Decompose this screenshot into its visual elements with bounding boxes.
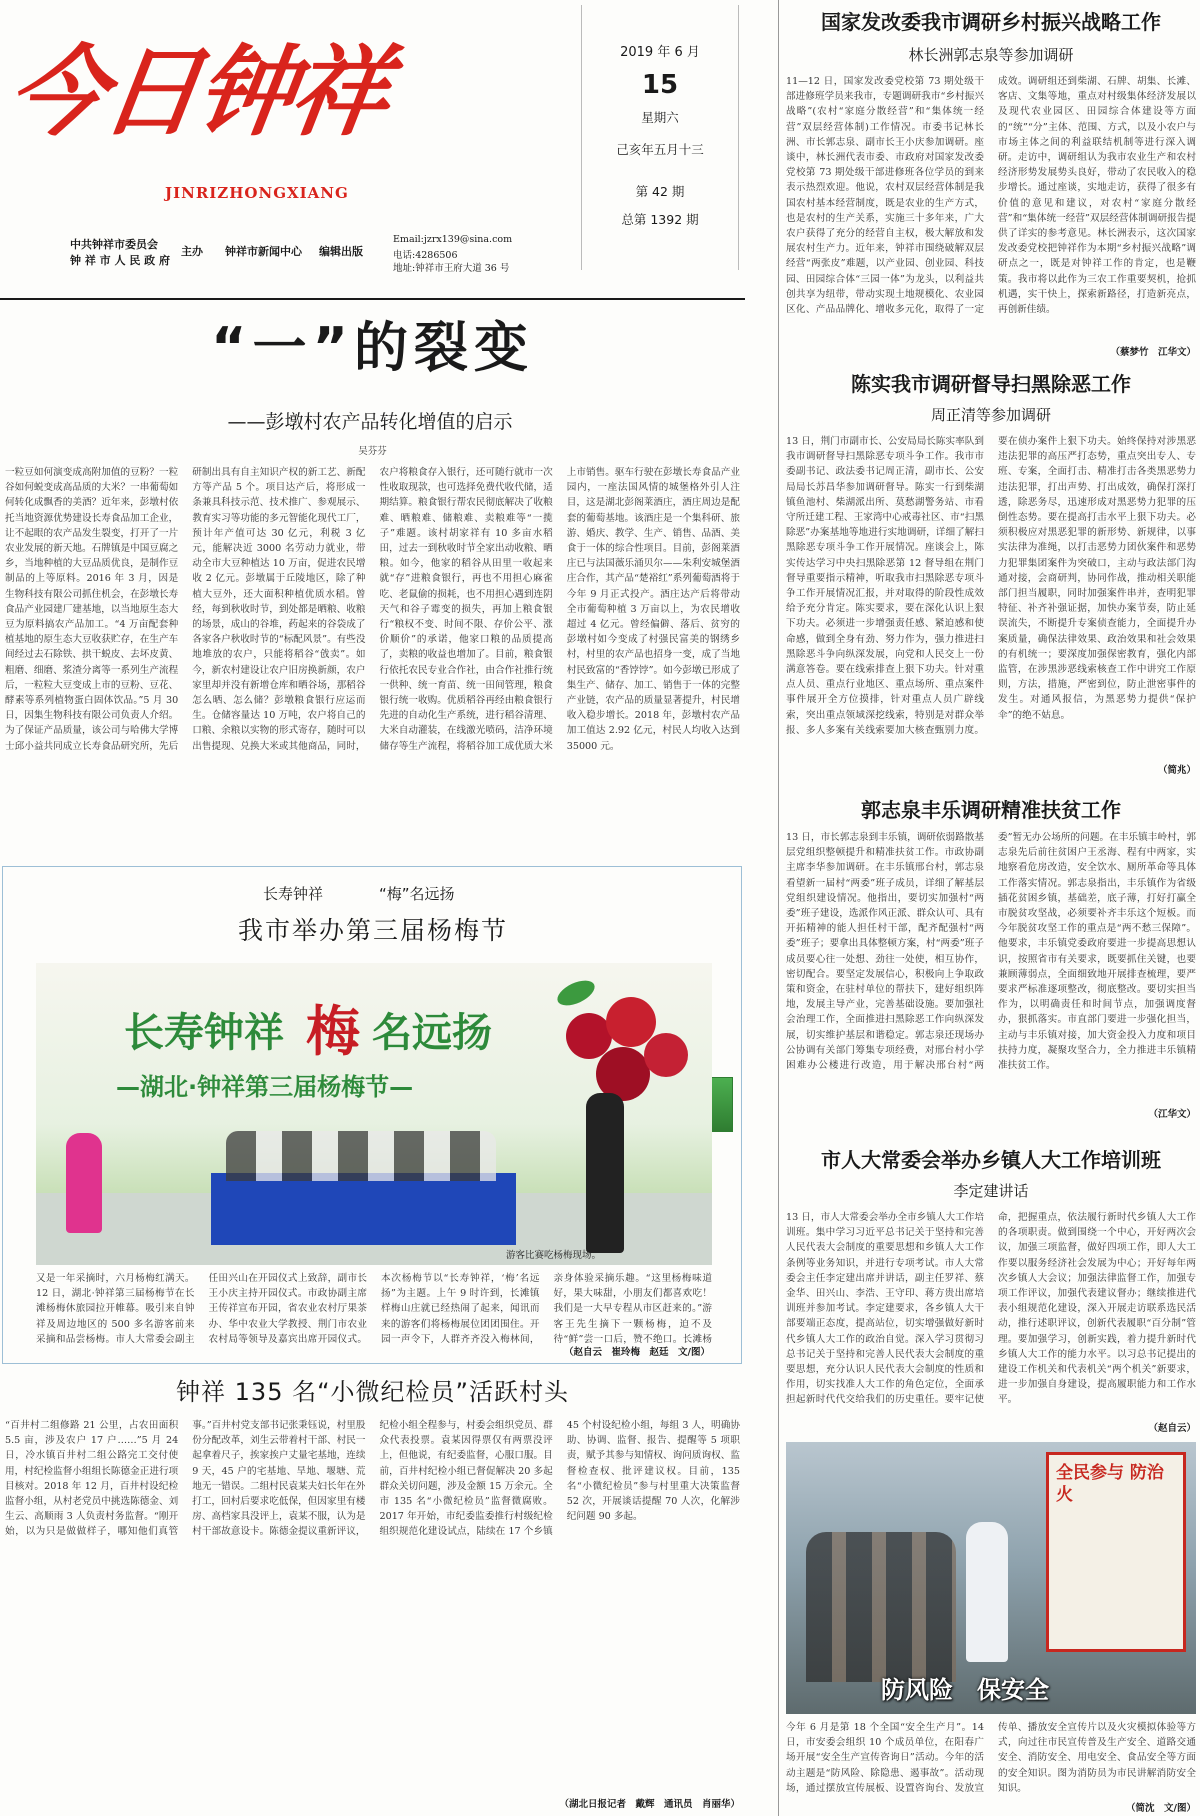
masthead-rule — [0, 298, 745, 300]
poverty-credit: （江华文） — [1148, 1109, 1196, 1120]
training-body: 13 日，市人大常委会举办全市乡镇人大工作培训班。集中学习习近平总书记关于坚持和完善人民代表大会制度的重要思想和乡镇人大工作条例等业务知识，并进行专项考试。市人大常委会主任李定建出席并讲话，副主任罗祥、蔡金华、田兴山、李浩、王守印、蒋方贵出席培训班并参加考试。李定建要求，各乡镇人大干部要端正态度，提高站位，切实增强做好新时代乡镇人大工作的政治自觉。深入学习贯彻习总书记关于坚持和完善人民代表大会制度的重要思想，充分认识人民代表大会制度的性质和作用，切实找准人大工作的角色定位，全面承担起新时代代交给我们的历史重任。要牢记使命，把握重点，依法履行新时代乡镇人大工作的各项职责。做到围绕一个中心，开好两次会议，加强三项监督，做好四项工作，即人大工作要以服务经济社会发展为中心；开好每年两次乡镇人大会议；加强法律监督工作，加强专项工作评议，加强代表建议督办；继续推进代表小组规范化建设，深入开展走访联系选民活动，推行述职评议，创新代表履职“百分制”管理。要加强学习，创新实践，着力提升新时代乡镇人大工作的能力水平。以习总书记提出的建设工作机关和代表机关“两个机关”新要求，进一步加强自身建设，提高履职能力和工作水平。 — [786, 1212, 1196, 1406]
backdrop-headline-1: 长寿钟祥 — [124, 1010, 284, 1056]
gangs-article — [782, 366, 1200, 780]
discipline-credit: （湖北日报记者 戴辉 通讯员 肖丽华） — [559, 1799, 740, 1810]
date-box — [581, 5, 739, 270]
date-lunar: 己亥年五月十三 — [616, 142, 704, 157]
safety-body: 今年 6 月是第 18 个全国“安全生产月”。14 日，市安委会组织 10 个成员单位，在阳春广场开展“安全生产宣传咨询日”活动。今年的活动主题是“防风险、除隐患、遏事故”。活动现场，通过摆放宣传展板、设置咨询台、发放宣传单、播放安全宣传片以及火灾模拟体验等方式，向过往市民宣传普及生产安全、道路交通安全、消防安全、用电安全、食品安全等方面的安全知识。图为消防员为市民讲解消防安全知识。 — [786, 1722, 1196, 1794]
masthead-pinyin: JINRIZHONGXIANG — [165, 184, 349, 202]
sponsor-role: 主办 — [181, 245, 203, 258]
ndrc-title: 国家发改委我市调研乡村振兴战略工作 — [821, 10, 1161, 34]
bayberry-cluster-icon — [556, 983, 696, 1133]
safety-article — [782, 1442, 1200, 1816]
poverty-article — [782, 790, 1200, 1140]
date-year-month: 2019 年 6 月 — [620, 45, 700, 60]
issue-number: 第 42 期 — [635, 184, 685, 199]
date-day: 15 — [641, 70, 679, 100]
discipline-article — [0, 1372, 745, 1816]
fire-safety-sign-text: 全民参与 防治火 — [1056, 1463, 1164, 1505]
editor-name: 钟祥市新闻中心 — [225, 245, 302, 258]
gangs-body: 13 日，荆门市副市长、公安局局长陈实率队到我市调研督导扫黑除恶专项斗争工作。我市市委副书记、政法委书记周正清，副市长、公安局局长苏昌华参加调研督导。陈实一行到柴湖镇鱼池村、柴湖派出所、莫愁湖警务站、市看守所迁建工程、王家湾中心戒毒社区、市“扫黑除恶”办案基地等地进行实地调研，详细了解扫黑除恶专项斗争工作开展情况。座谈会上，陈实传达学习中央扫黑除恶第 12 督导组在荆门督导重要指示精神，听取我市扫黑除恶专项斗争工作开展情况汇报，并对取得的阶段性成效给予充分肯定。陈实要求，要在深化认识上狠下功夫。必须进一步增强责任感、紧迫感和使命感，做到全身有劲、努力作为，强力推进扫黑除恶斗争向纵深发展，向党和人民交上一份满意答卷。要在线索排查上狠下功夫。针对重点人员、重点行业地区、重点场所、重点案件事件展开全方位摸排，针对重点人员广辟线索，突出重点领域深挖线索，特别是对群众举报、多人多案有关线索要加大核查甄别力度。要在侦办案件上狠下功夫。始终保持对涉黑恶违法犯罪的高压严打态势，重点突出专人、专班、专案，全面打击、精准打击各类黑恶势力违法犯罪，打出声势、打出成效，确保打深打透，除恶务尽，迅速形成对黑恶势力犯罪的压倒性态势。要在提高打击水平上狠下功夫。必须积极应对黑恶犯罪的新形势、新规律，以事实法律为准绳，以打击恶势力团伙案件和恶势力犯罪集团案件为突破口，主动与政法部门沟通对接，会商研判，协同作战，推动相关职能部门担当履职，同时加强案件串并，查明犯罪特征、补齐补强证据，加快办案节奏，防止延误流失，不断提升专案侦查能力，全面提升办案质量，确保法律效果、政治效果和社会效果的有机统一；要深度加强保密教育，强化内部监管，在涉黑涉恶线索核查工作中讲究工作原则，方法，措施，严密到位，防止泄密事件的发生。对通风报信，为黑恶势力提供“保护伞”的绝不姑息。 — [786, 436, 1196, 736]
sponsor-line-2: 钟 祥 市 人 民 政 府 — [70, 254, 170, 267]
bayberry-kicker-left: 长寿钟祥 — [263, 885, 324, 903]
training-title: 市人大常委会举办乡镇人大工作培训班 — [821, 1148, 1161, 1172]
training-credit: （赵自云） — [1148, 1423, 1196, 1434]
poverty-body: 13 日，市长郭志泉到丰乐镇，调研依弱路散基层党组织整顿提升和精准扶贫工作。市政协副主席李华参加调研。在丰乐镇邢台村，郭志泉看望新一届村“两委”班子成员，详细了解基层党组织建设情况。他指出，要切实加强村“两委”班子建设，选派作风正派、群众认可、具有开拓精神的能人担任村干部，配齐配强村“两委”班子；要拿出具体整顿方案，村“两委”班子成员要心往一处想、劲往一处使，相互协作，密切配合。要坚定发展信心，积极向上争取政策和资金，在驻村单位的帮扶下，建好组织阵地，发展主导产业，完善基础设施。要加强社会治理工作，全面推进扫黑除恶工作向纵深发展，切实维护基层和谐稳定。郭志泉还现场办公协调有关部门筹集专项经费，对邢台村小学困难办公楼进行改造，用于解决邢台村“两委”暂无办公场所的问题。在丰乐镇丰岭村，郭志泉先后前往贫困户王丞海、程有中两家，实地察看危房改造，安全饮水、厕所革命等具体工作落实情况。郭志泉指出，丰乐镇作为省级插花贫困乡镇，基础差，底子薄，打好打赢全市脱贫攻坚战，必须要补齐丰乐这个短板。而今年脱贫攻坚工作的重点是“两不愁三保障”。他要求，丰乐镇党委政府要进一步提高思想认识，按照省市有关要求，既要抓住关键，也要兼顾薄弱点，全面细致地开展排查梳理，要严要求严标准逐项整改，彻底整改。要切实担当作为，以明确责任和时间节点，加强调度督办，狠抓落实。市直部门要进一步强化担当，主动与丰乐镇对接，加大资金投入力度和项目扶持力度，凝聚攻坚合力，全力推进丰乐镇精准扶贫工作。 — [786, 832, 1196, 1072]
gangs-credit: （简兆） — [1157, 765, 1196, 776]
stage-table — [211, 1173, 516, 1245]
ndrc-article — [782, 0, 1200, 362]
editor-role: 编辑出版 — [319, 245, 363, 258]
backdrop-headline-mei: 梅 — [306, 999, 360, 1063]
training-subtitle: 李定建讲话 — [953, 1182, 1029, 1200]
bayberry-text-block: 又是一年采摘时，六月杨梅红满天。12 日，湖北·钟祥第三届杨梅节在长滩杨梅休旅园拉开帷幕。吸引来自钟祥及周边地区的 500 多名游客前来采摘和品尝杨梅。市人大常委会副主任田兴山在开园仪式上致辞，副市长王小庆主持开园仪式。市政协副主席王传祥宣布开园，省农业农村厅果茶办、华中农业大学教授、荆门市农业农村局等领导及嘉宾出席开园仪式。本次杨梅节以“长寿钟祥，‘梅’名远扬”为主题。上午 9 时许到，长滩镇样梅山庄就已经热闹了起来，闻讯而来的游客们将杨梅展位团团围住。开园一声令下，人群齐齐没入梅林间，亲身体验采摘乐趣。“这里杨梅味道好，果大味甜，小朋友们都喜欢吃！我们是一大早专程从市区赶来的。”游客王先生摘下一颗杨梅，迫不及待“鲜”尝一口后，赞不绝口。长滩杨 — [36, 1273, 712, 1345]
total-issue-number: 总第 1392 期 — [621, 212, 699, 227]
right-column-divider — [778, 0, 779, 1816]
contact-phone: 电话:4286506 — [393, 250, 458, 261]
safety-photo — [786, 1442, 1196, 1714]
backdrop-headline-2: —湖北·钟祥第三届杨梅节— — [116, 1073, 414, 1101]
discipline-body: “百井村二组修路 21 公里，占农田面积 5.5 亩，涉及农户 17 户……”5 月 24 日，冷水镇百井村二组公路完工交付使用，村纪检监督小组组长陈德金正进行项目核对。2018 年 12 月，百井村设纪检监督小组，从村老党员中挑选陈德金、刘生云、高顺雨 3 人负责村务监督。“刚开始，以为只是做做样子，哪知他们真管事。”百井村党支部书记张秉钰说，村里股份分配改革，刘生云带着村干部、村民一起拿着尺子，挨家挨户丈量宅基地，连续 9 天，45 户的宅基地、旱地、堰塘、荒地无一错误。二组村民袁某夫妇长年在外打工，回村后要求吃低保，但因家里有楼房、高档家具没评上，袁某不服，认为是村干部故意设卡。陈德金提议重新评议，纪检小组全程参与，村委会组织党员、群众代表投票。袁某因得票仅有两票没评上，但他说，有纪委监督，心服口服。目前，百井村纪检小组已督促解决 20 多起群众关切问题，涉及金额 15 万余元。全市 135 名“小微纪检员”监督微腐败。2017 年开始，市纪委监委推行村级纪检组织规范化建设试点，陆续在 17 个乡镇 45 个村设纪检小组，每组 3 人，明确协助、协调、监督、报告、提醒等 5 项职责，赋予其参与知情权、询问质询权、监督检查权、批评建议权。目前，135 名“小微纪检员”参与村里重大决策监督 52 次，开展谈话提醒 70 人次，化解涉纪问题 90 多起。 — [5, 1420, 740, 1538]
bayberry-article — [2, 866, 742, 1364]
poverty-title: 郭志泉丰乐调研精准扶贫工作 — [861, 798, 1121, 822]
ndrc-subtitle: 林长洲郭志泉等参加调研 — [908, 46, 1074, 64]
masthead — [0, 0, 704, 274]
backdrop-headline-1-end: 名远扬 — [372, 1010, 492, 1056]
sponsor-line-1: 中共钟祥市委员会 — [70, 238, 158, 251]
ndrc-body: 11—12 日，国家发改委党校第 73 期处级干部进修班学员来我市，专题调研我市“乡村振兴战略”(农村“家庭分散经营”和“集体统一经营”双层经营体制)工作情况。市委书记林长洲、市长郭志泉、副市长王小庆参加调研。座谈中，林长洲代表市委、市政府对国家发改委党校第 73 期处级干部进修班各位学员的到来表示热烈欢迎。他说，农村双层经营体制是我国农村基本经营制度，既是农业的生产方式，也是农村的生产关系，实施三十多年来，广大农户获得了充分的经营自主权，极大解放和发展农村生产力。近年来，钟祥市围绕破解双层经营“两张皮”难题，以产业园、创业园、科技园、田园综合体“三园一体”为龙头，以利益共创共享为纽带，带动实现土地规模化、农业园区化、产品品牌化、增收多元化，取得了一定成效。调研组还到柴湖、石牌、胡集、长滩、客店、文集等地，重点对村级集体经济发展以及现代农业园区、田园综合体建设等方面的“统”“分”主体、范围、方式，以及小农户与市场主体之间的利益联结机制等进行深入调研。走访中，调研组认为我市农业生产和农村经济形势发展势头良好，带动了农民收入的稳步增长。通过座谈，实地走访，获得了很多有价值的意见和建议，对农村“家庭分散经营”和“集体统一经营”双层经营体制调研报告提供了详实的参考意见。林长洲表示，这次国家发改委党校把钟祥作为本期“乡村振兴战略”调研点之一，既是对钟祥工作的肯定，也是鞭策。我市将以此作为三农工作重要契机，抢抓机遇，实干快上，探索新路径，打造新亮点，再创新佳绩。 — [786, 76, 1196, 316]
training-article — [782, 1142, 1200, 1440]
lead-title: “一”的裂变 — [211, 316, 534, 379]
contact-address: 地址:钟祥市王府大道 36 号 — [393, 263, 510, 274]
logo: 今日钟祥 — [0, 35, 393, 150]
host-man — [586, 1093, 624, 1253]
contact-email: Email:jzrx139@sina.com — [393, 234, 513, 245]
safety-credit: （简沈 文/图） — [1126, 1803, 1196, 1814]
lead-body: 一粒豆如何演变成高附加值的豆粉？一粒谷如何蜕变成高品质的大米？一串葡萄如何转化成飘香的美酒？近年来，彭墩村依托当地资源优势建设长寿食品加工企业，让不起眼的农产品发生裂变，打开了一片农业发展的新天地。石牌镇是中国豆腐之乡，当地种植的大豆品质优良，是制作豆制品的上等原料。2016 年 3 月，因是生物科技有限公司抓住机会，在彭墩长寿食品产业园建厂建基地，以当地原生态大豆为原料搞农产品加工。“4 万亩配套种植基地的原生态大豆收获贮存，在生产车间经过去石除铁、拱干蜕皮、去坏皮黄、粗磨、细磨、浆渣分离等一系列生产流程后，一粒粒大豆变成上市的豆粉、豆花、酵素等系列植物蛋白固体饮品。”5 月 30 日，因集生物科技有限公司负责人介绍。为了保证产品质量，该公司与哈佛大学博士邱小益共同成立长寿食品研究所，先后研制出具有自主知识产权的新工艺、新配方等产品 5 个。项目达产后，将形成一条兼具科技示范、技术推广、参观展示、教育实习等功能的多元智能化现代工厂，预计年产值可达 30 亿元，利税 3 亿元，能解决近 3000 名劳动力就业，带动全市大豆种植达 10 万亩，促进农民增收 2 亿元。彭墩属于丘陵地区，除了种植大豆外，还大面积种植优质水稻。曾经，每到秋收时节，到处都是晒粮、收粮的场景，成山的谷堆，药起来的谷袋成了各家各户秋收时节的“标配风景”。有些没地堆放的农户，只能将稻谷“戗卖”。如今，新农村建设让农户旧房换新颜，农户家里却并没有新增仓库和晒谷场，那稻谷怎么晒、怎么储？彭墩粮食银行应运而生。仓储容量达 10 万吨，农户将自己的口粮、余粮以实物的形式寄存，随时可以出售提现、兑换大米或其他商品，同时，农户将粮食存入银行，还可随行就市一次性收取现款，也可选择免费代收代储，适期结算。粮食银行帮农民彻底解决了收粮难、晒粮难、储粮难、卖粮难等“一揽子”难题。该村胡家祥有 10 多亩水稻田，过去一到秋收时节全家出动收粮、晒粮。如今，他家的稻谷从田里一收起来就“存”进粮食银行，再也不用担心麻雀吃、老鼠偷的损耗，也不用担心遇到连阴天气和谷子霉变的损失，再加上粮食银行“粮权不变、时间不限、存价公平、涨价顺价”的承诺，他家口粮的品质提高了，卖粮的收益也增加了。目前，粮食银行依托农民专业合作社，由合作社推行统一供种、统一育苗、统一田间管理，粮食银行统一收购。优质稻谷再经由粮食银行先进的自动化生产系统，进行稻谷清理、大米自动灌装，在线激光喷码，洁净环境储存等生产流程，将稻谷加工成优质大米上市销售。驱车行驶在彭墩长寿食品产业园内，一座法国风情的城堡格外引人注目，这是湖北彭阁莱酒庄，酒庄周边是配套的葡萄基地。该酒庄是一个集科研、旅游、婚庆、教学、生产、销售、品酒、美食于一体的综合性项目。目前，彭阁莱酒庄已与法国薇乐涌贝尔——朱利安城堡酒庄合作，其产品“楚裕红”系列葡萄酒将于今年 9 月正式投产。酒庄达产后将带动全市葡萄种植 3 万亩以上，为农民增收超过 4 亿元。曾经偏僻、落后、贫穷的彭墩村如今变成了村强民富美的钢绣乡村，村里的农产品也招身一变，成了当地村民致富的“香饽饽”。如今彭墩已形成了集生产、储存、加工、销售于一体的完整产业链，农产品的质量显著提升，村民增收入稳步增长。2018 年，彭墩村农产品加工值达 2.92 亿元，村民人均收入达到 35000 元。 — [5, 467, 740, 752]
firefighter-figure — [966, 1522, 1008, 1662]
bayberry-photo-caption: 游客比赛吃杨梅现场。 — [506, 1250, 602, 1261]
contestant-row — [226, 1131, 496, 1181]
ndrc-credit: （蔡梦竹 江华文） — [1110, 347, 1196, 358]
gangs-title: 陈实我市调研督导扫黑除恶工作 — [851, 372, 1131, 396]
gangs-subtitle: 周正清等参加调研 — [930, 406, 1051, 424]
discipline-title: 钟祥 135 名“小微纪检员”活跃村头 — [176, 1378, 569, 1406]
safety-photo-caption: 防风险 保安全 — [881, 1676, 1049, 1704]
lead-author: 吴芬芬 — [358, 446, 387, 457]
bayberry-title: 我市举办第三届杨梅节 — [237, 916, 508, 945]
lead-article — [0, 305, 745, 865]
crowd-figures — [806, 1532, 956, 1682]
lead-subtitle: ——彭墩村农产品转化增值的启示 — [227, 411, 513, 433]
bayberry-kicker-right: “梅”名远扬 — [379, 885, 455, 903]
bayberry-credit: （赵自云 崔玲梅 赵廷 文/图） — [564, 1347, 710, 1358]
bayberry-photo — [36, 963, 712, 1265]
host-woman — [66, 1133, 102, 1233]
date-weekday: 星期六 — [641, 110, 679, 125]
